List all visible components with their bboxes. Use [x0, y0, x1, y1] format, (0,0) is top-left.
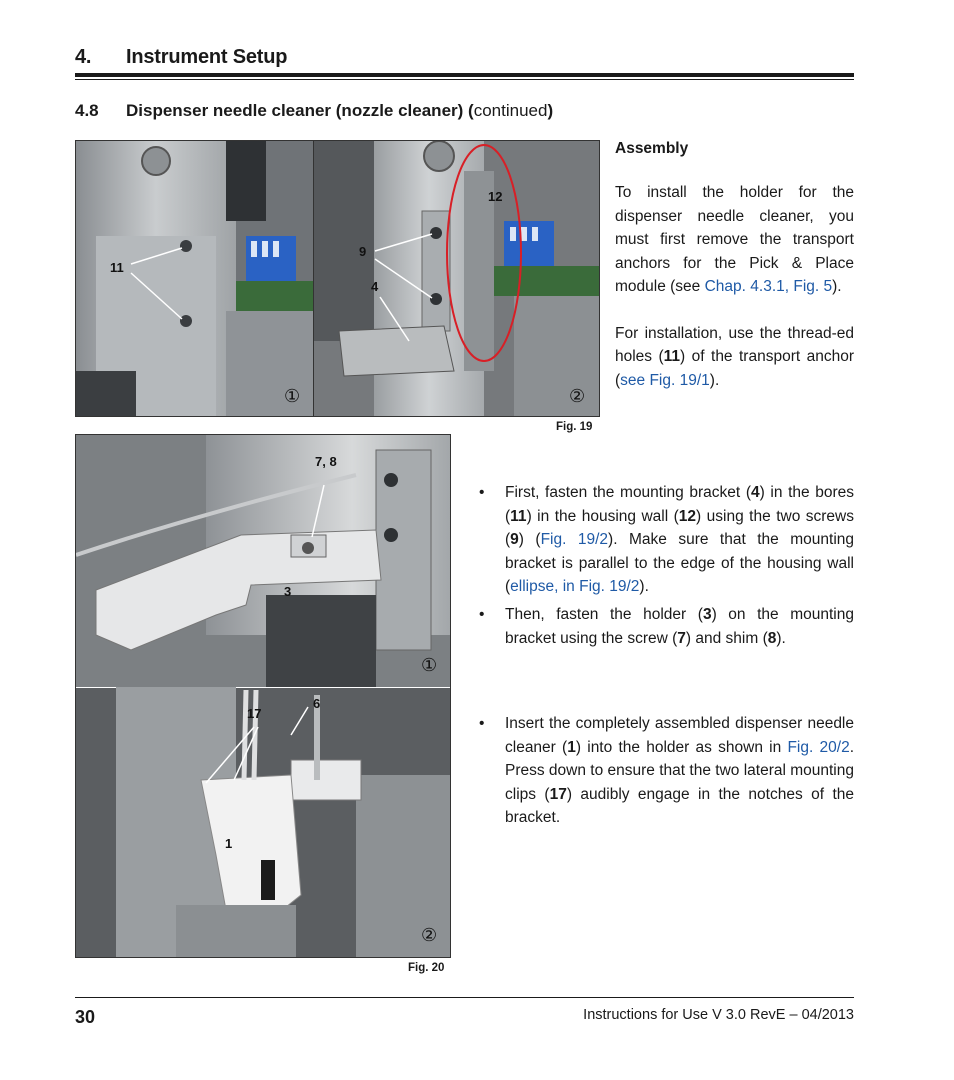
label-6: 6	[313, 696, 321, 711]
fig20	[75, 434, 451, 958]
fig20-photo	[76, 435, 450, 957]
bullet-item-2: • Then, fasten the holder (3) on the mounting bracket using the screw (7) and shim (8).	[505, 603, 854, 650]
label-12: 12	[488, 189, 503, 204]
bullet-item-3: • Insert the completely assembled dispenser needle cleaner (1) into the holder as shown in Fig. 20/2. Press down to ensure that the two lateral mounting clips (17) audibly engage in the notches of the bracket.	[505, 712, 854, 830]
bullet-item-1: • First, fasten the mounting bracket (4) in the bores (11) in the housing wall (12) using the two screws (9) (Fig. 19/2). Make sure that the mounting bracket is parallel to the edge of the housing wall (ellipse, in Fig. 19/2).	[505, 481, 854, 599]
section-continued: continued	[473, 101, 548, 120]
fig20-caption: Fig. 20	[408, 962, 445, 974]
fig19-caption: Fig. 19	[556, 421, 593, 433]
assembly-paragraph-1: To install the holder for the dispenser needle cleaner, you must first remove the transport anchors for the Pick & Place module (see Chap. 4.3.1, Fig. 5).	[615, 184, 854, 295]
panel-marker-2: ②	[569, 386, 586, 406]
link-chap-4-3-1[interactable]: Chap. 4.3.1, Fig. 5	[704, 278, 833, 295]
bullet-marker: •	[479, 606, 485, 623]
footer-rule	[75, 997, 854, 998]
section-number: 4.8	[75, 101, 99, 120]
assembly-block	[615, 140, 854, 392]
section-title: Dispenser needle cleaner (nozzle cleaner)	[126, 101, 464, 120]
header-rule	[75, 73, 854, 77]
fig19-photo-2	[314, 141, 599, 416]
label-17: 17	[247, 706, 262, 721]
header-rule-thin	[75, 79, 854, 80]
footer-text: Instructions for Use V 3.0 RevE – 04/2013	[583, 1007, 854, 1023]
link-ellipse-fig-19-2[interactable]: ellipse, in Fig. 19/2	[510, 578, 640, 595]
bullet-marker: •	[479, 484, 485, 501]
panel-marker-1: ①	[421, 655, 438, 675]
label-9: 9	[359, 244, 367, 259]
assembly-paragraph-2: For installation, use the thread-ed holes (11) of the transport anchor (see Fig. 19/1).	[615, 324, 854, 389]
fig19-photo-1	[76, 141, 313, 416]
panel-marker-1: ①	[284, 386, 301, 406]
label-3: 3	[284, 584, 292, 599]
label-4: 4	[371, 279, 379, 294]
label-11: 11	[110, 260, 124, 275]
link-fig-19-1[interactable]: see Fig. 19/1	[620, 371, 710, 389]
section-heading: 4.8 Dispenser needle cleaner (nozzle cleaner) (continued)	[75, 101, 554, 120]
chapter-title: Instrument Setup	[126, 46, 288, 68]
chapter-heading	[75, 46, 287, 69]
link-fig-19-2[interactable]: Fig. 19/2	[540, 531, 609, 548]
chapter-number: 4.	[75, 46, 92, 68]
assembly-heading: Assembly	[615, 140, 689, 157]
bullet-marker: •	[479, 715, 485, 732]
fig19-panel-2	[313, 140, 600, 417]
page-number: 30	[75, 1007, 96, 1027]
fig19-panel-1	[75, 140, 314, 417]
label-7-8: 7, 8	[315, 454, 337, 469]
label-1: 1	[225, 836, 233, 851]
link-fig-20-2[interactable]: Fig. 20/2	[787, 738, 850, 756]
panel-marker-2: ②	[421, 925, 438, 945]
